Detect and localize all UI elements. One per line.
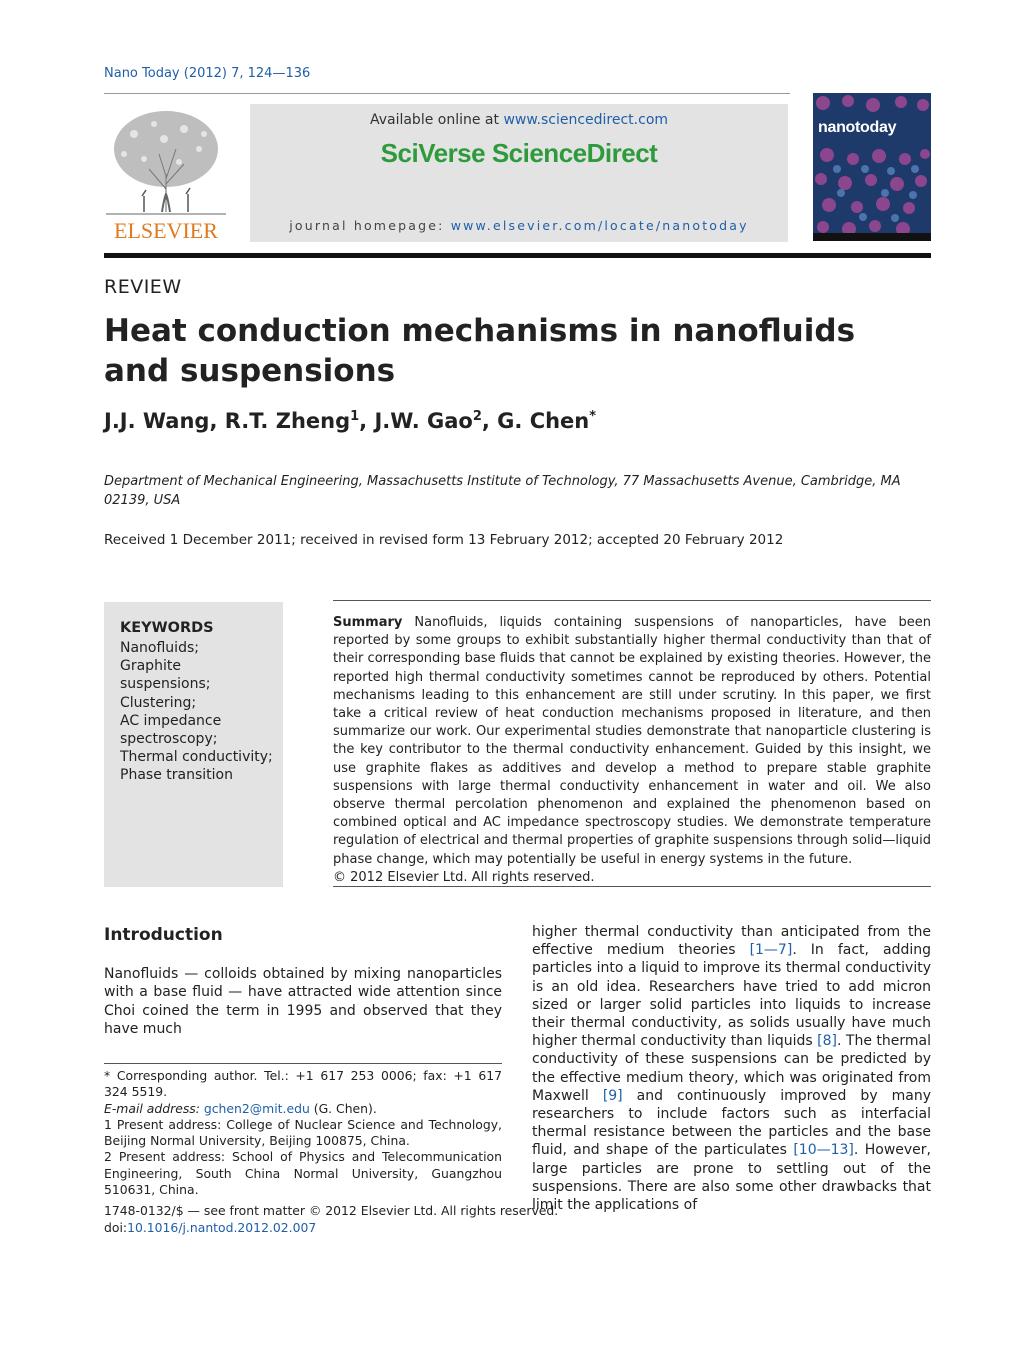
citation-link[interactable]: [8] (817, 1033, 837, 1050)
keyword-item: Nanofluids; (120, 640, 199, 656)
footnotes (104, 1068, 502, 1198)
doi-link[interactable]: 10.1016/j.nantod.2012.02.007 (127, 1219, 317, 1235)
abstract-label: Summary (333, 615, 403, 630)
email-link[interactable]: gchen2@mit.edu (203, 1100, 310, 1116)
keywords-box (104, 602, 283, 887)
sciverse-brand: SciVerse ScienceDirect (380, 138, 658, 168)
keyword-item: Graphite suspensions; (120, 658, 211, 693)
sciencedirect-link[interactable]: www.sciencedirect.com (503, 112, 669, 128)
abstract-top-rule (333, 600, 931, 601)
journal-homepage: journal homepage: www.elsevier.com/locate/nanotoday (289, 218, 749, 233)
abstract-text: Nanofluids, liquids containing suspensions of nanoparticles, have been reported by some groups to exhibit substantially higher thermal conductivity than that of their corresponding base fluids that cannot be explained by existing theories. However, the reported high thermal conductivity sometimes cannot be reproduced by others. Potential mechanisms leading to this enhancement are still under scrutiny. In this paper, we first take a critical review of heat conduction mechanisms proposed in literature, and then summarize our work. Our experimental studies demonstrate that nanoparticle clustering is the key contributor to the thermal conductivity enhancement. Guided by this insight, we use graphite flakes as additives and develop a method to prepare stable graphite suspensions with large thermal conductivity enhancement in water and oil. We also observe thermal percolation phenomenon and explained the phenomenon based on combined optical and AC impedance spectroscopy studies. We demonstrate temperature regulation of electrical and thermal properties of graphite suspensions through solid—liquid phase change, which may potentially be useful in energy systems in the future. (333, 615, 931, 867)
intro-right-column: higher thermal conductivity than anticipated from the effective medium theories [1—7]. In fact, adding particles into a liquid to improve its thermal conductivity is an old idea. Researchers have tried to add micron sized or larger solid particles into liquids to increase their thermal conductivity, as solids usually have much higher thermal conductivity than liquids [8]. The thermal conductivity of these suspensions can be predicted by the effective medium theory, which was originated from Maxwell [9] and continuously improved by many researchers to include factors such as interfacial thermal resistance between the particles and the base fluid, and shape of the particulates [10—13]. However, large particles are prone to settling out of the suspensions. There are also some other drawbacks that limit the applications of (532, 924, 931, 1214)
citation-link[interactable]: [10—13] (793, 1142, 854, 1159)
keyword-item: Phase transition (120, 767, 233, 784)
keyword-item: Thermal conductivity; (120, 749, 273, 766)
keyword-item: AC impedance spectroscopy; (120, 712, 222, 748)
footnote-2: 2 Present address: School of Physics and Telecommunication Engineering, South China Normal University, Guangzhou 510631, China. (104, 1149, 502, 1198)
elsevier-tree-icon (104, 104, 228, 242)
available-online-text: Available online at www.sciencedirect.com (369, 112, 669, 128)
keyword-item: Clustering; (120, 694, 197, 711)
corresponding-marker[interactable]: * (589, 409, 597, 424)
section-label: REVIEW (104, 276, 182, 298)
header-thick-rule (104, 253, 931, 258)
article-title: Heat conduction mechanisms in nanofluids and suspensions (104, 313, 856, 389)
elsevier-logo (104, 104, 228, 242)
footnote-marker-1[interactable]: 1 (350, 409, 360, 424)
intro-left-column: Nanofluids — colloids obtained by mixing nanoparticles with a base fluid — have attracted wide attention since Choi coined the term in 1995 and observed that they have much (104, 966, 502, 1038)
abstract-bottom-rule (333, 886, 931, 887)
footnote-1: 1 Present address: College of Nuclear Science and Technology, Beijing Normal University, Beijing 100875, China. (104, 1116, 502, 1149)
citation-link[interactable]: [9] (602, 1087, 623, 1104)
footnote-email: E-mail address: gchen2@mit.edu (G. Chen). (104, 1100, 377, 1116)
doi-line: doi:10.1016/j.nantod.2012.02.007 (104, 1219, 317, 1235)
affiliation: Department of Mechanical Engineering, Massachusetts Institute of Technology, 77 Massachusetts Avenue, Cambridge, MA 02139, USA (104, 474, 901, 508)
journal-citation[interactable]: Nano Today (2012) 7, 124—136 (104, 66, 311, 81)
received-dates: Received 1 December 2011; received in revised form 13 February 2012; accepted 20 February 2012 (104, 532, 784, 548)
cover-title: nanotoday (818, 119, 897, 136)
sciencedirect-banner (250, 104, 788, 242)
footnote-rule (104, 1063, 502, 1064)
journal-cover (813, 93, 931, 241)
author-list: J.J. Wang, R.T. Zheng$^1$, J.W. Gao$^2$, G. Chen* (104, 409, 597, 433)
elsevier-wordmark: ELSEVIER (114, 218, 218, 242)
citation-link[interactable]: [1—7] (749, 942, 793, 959)
issn-line: 1748-0132/$ — see front matter © 2012 Elsevier Ltd. All rights reserved. (104, 1203, 559, 1218)
footnote-corresponding: * Corresponding author. Tel.: +1 617 253 0006; fax: +1 617 324 5519. (104, 1068, 502, 1100)
front-matter-info (104, 1203, 558, 1236)
keywords-heading: KEYWORDS (120, 620, 214, 636)
header-rule (104, 93, 790, 94)
abstract (333, 614, 931, 887)
introduction-heading: Introduction (104, 925, 223, 945)
footnote-marker-2[interactable]: 2 (472, 409, 482, 424)
abstract-copyright: © 2012 Elsevier Ltd. All rights reserved. (333, 869, 595, 885)
cover-pattern-icon (813, 93, 931, 241)
journal-homepage-link[interactable]: www.elsevier.com/locate/nanotoday (450, 218, 749, 233)
keywords-list (120, 639, 275, 785)
